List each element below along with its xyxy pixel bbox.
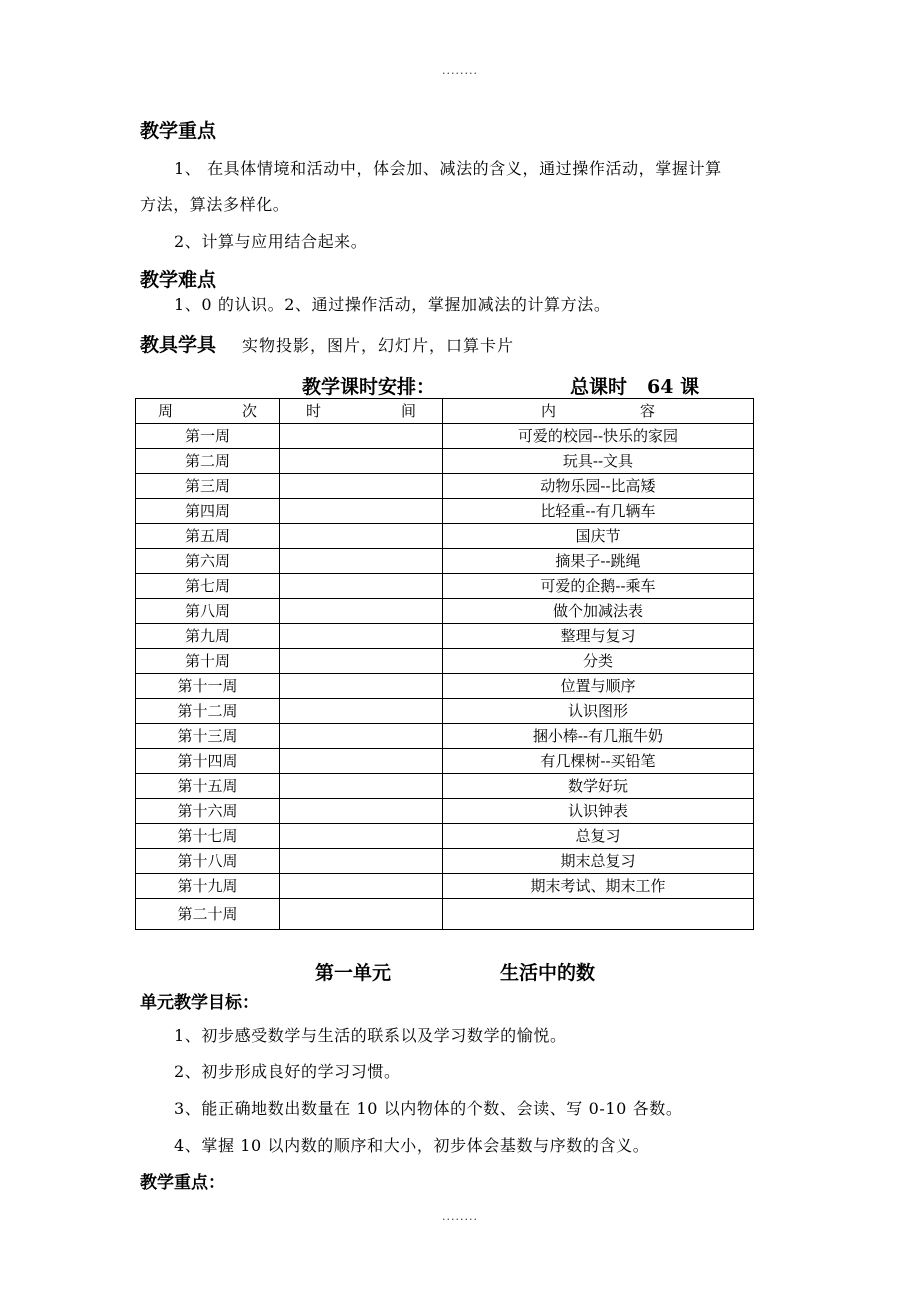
time-cell bbox=[280, 824, 443, 849]
schedule-row bbox=[136, 549, 754, 574]
header-time-char-2: 间 bbox=[400, 402, 416, 420]
time-cell bbox=[280, 599, 443, 624]
total-lessons bbox=[570, 372, 699, 399]
teaching-aids-heading bbox=[140, 330, 514, 357]
week-cell: 第十九周 bbox=[136, 874, 280, 899]
week-cell: 第十八周 bbox=[136, 849, 280, 874]
week-cell: 第九周 bbox=[136, 624, 280, 649]
time-cell bbox=[280, 749, 443, 774]
week-cell: 第七周 bbox=[136, 574, 280, 599]
schedule-row bbox=[136, 499, 754, 524]
teaching-focus-heading: 教学重点 bbox=[140, 120, 217, 142]
content-cell: 期末总复习 bbox=[443, 849, 754, 874]
unit-goal-1: 1、初步感受数学与生活的联系以及学习数学的愉悦。 bbox=[174, 1026, 567, 1045]
week-cell: 第十四周 bbox=[136, 749, 280, 774]
header-time-char-1: 时 bbox=[306, 402, 322, 420]
unit-number: 第一单元 bbox=[315, 962, 392, 984]
schedule-row bbox=[136, 724, 754, 749]
week-cell: 第三周 bbox=[136, 474, 280, 499]
week-cell: 第一周 bbox=[136, 424, 280, 449]
content-cell: 整理与复习 bbox=[443, 624, 754, 649]
time-cell bbox=[280, 849, 443, 874]
teaching-focus-item-1-line-1: 1、 在具体情境和活动中，体会加、减法的含义，通过操作活动，掌握计算 bbox=[174, 159, 722, 178]
total-lessons-label: 总课时 bbox=[570, 376, 628, 398]
teaching-aids-label: 教具学具 bbox=[140, 334, 217, 356]
time-cell bbox=[280, 899, 443, 930]
content-cell: 玩具--文具 bbox=[443, 449, 754, 474]
schedule-row bbox=[136, 774, 754, 799]
schedule-row bbox=[136, 799, 754, 824]
week-cell: 第十五周 bbox=[136, 774, 280, 799]
time-cell bbox=[280, 524, 443, 549]
content-cell: 认识钟表 bbox=[443, 799, 754, 824]
content-cell: 摘果子--跳绳 bbox=[443, 549, 754, 574]
week-cell: 第十六周 bbox=[136, 799, 280, 824]
teaching-focus-item-1-line-2: 方法，算法多样化。 bbox=[140, 195, 290, 214]
unit-goal-4: 4、掌握 10 以内数的顺序和大小，初步体会基数与序数的含义。 bbox=[174, 1136, 650, 1155]
content-cell: 分类 bbox=[443, 649, 754, 674]
week-cell: 第十三周 bbox=[136, 724, 280, 749]
week-cell: 第十二周 bbox=[136, 699, 280, 724]
time-cell bbox=[280, 674, 443, 699]
header-content-char-2: 容 bbox=[639, 402, 655, 420]
unit-goal-3: 3、能正确地数出数量在 10 以内物体的个数、会读、写 0-10 各数。 bbox=[174, 1099, 683, 1118]
content-cell: 捆小棒--有几瓶牛奶 bbox=[443, 724, 754, 749]
header-week bbox=[136, 399, 280, 424]
schedule-table bbox=[135, 398, 754, 930]
week-cell: 第十一周 bbox=[136, 674, 280, 699]
content-cell: 认识图形 bbox=[443, 699, 754, 724]
header-week-char-2: 次 bbox=[241, 402, 257, 420]
content-cell: 国庆节 bbox=[443, 524, 754, 549]
header-dots: ........ bbox=[442, 64, 478, 77]
unit-goal-2: 2、初步形成良好的学习习惯。 bbox=[174, 1062, 401, 1081]
content-cell: 可爱的企鹅--乘车 bbox=[443, 574, 754, 599]
unit-name: 生活中的数 bbox=[500, 962, 596, 984]
header-content bbox=[443, 399, 754, 424]
schedule-row bbox=[136, 824, 754, 849]
content-cell: 期末考试、期末工作 bbox=[443, 874, 754, 899]
week-cell: 第十周 bbox=[136, 649, 280, 674]
header-time bbox=[280, 399, 443, 424]
time-cell bbox=[280, 549, 443, 574]
unit-key-points-heading: 教学重点： bbox=[140, 1173, 225, 1193]
teaching-difficulty-text: 1、0 的认识。2、通过操作活动，掌握加减法的计算方法。 bbox=[174, 295, 611, 314]
content-cell: 动物乐园--比高矮 bbox=[443, 474, 754, 499]
teaching-aids-text: 实物投影，图片，幻灯片，口算卡片 bbox=[242, 336, 515, 355]
schedule-row bbox=[136, 574, 754, 599]
time-cell bbox=[280, 724, 443, 749]
schedule-header-row bbox=[136, 399, 754, 424]
time-cell bbox=[280, 424, 443, 449]
schedule-row bbox=[136, 599, 754, 624]
time-cell bbox=[280, 699, 443, 724]
header-week-char-1: 周 bbox=[158, 402, 174, 420]
week-cell: 第五周 bbox=[136, 524, 280, 549]
schedule-row bbox=[136, 624, 754, 649]
week-cell: 第六周 bbox=[136, 549, 280, 574]
time-cell bbox=[280, 774, 443, 799]
total-lessons-value: 64 课 bbox=[647, 376, 700, 398]
time-cell bbox=[280, 574, 443, 599]
teaching-difficulty-heading: 教学难点 bbox=[140, 269, 217, 291]
week-cell: 第十七周 bbox=[136, 824, 280, 849]
week-cell: 第二周 bbox=[136, 449, 280, 474]
content-cell: 数学好玩 bbox=[443, 774, 754, 799]
schedule-row bbox=[136, 749, 754, 774]
schedule-row bbox=[136, 449, 754, 474]
time-cell bbox=[280, 874, 443, 899]
teaching-focus-item-2: 2、计算与应用结合起来。 bbox=[174, 232, 368, 251]
content-cell: 比轻重--有几辆车 bbox=[443, 499, 754, 524]
schedule-row bbox=[136, 674, 754, 699]
schedule-row bbox=[136, 849, 754, 874]
schedule-row bbox=[136, 424, 754, 449]
content-cell: 有几棵树--买铅笔 bbox=[443, 749, 754, 774]
week-cell: 第四周 bbox=[136, 499, 280, 524]
schedule-row bbox=[136, 699, 754, 724]
schedule-row bbox=[136, 474, 754, 499]
time-cell bbox=[280, 649, 443, 674]
schedule-title-text: 教学课时安排： bbox=[302, 376, 436, 398]
time-cell bbox=[280, 624, 443, 649]
schedule-row bbox=[136, 899, 754, 930]
content-cell bbox=[443, 899, 754, 930]
schedule-row bbox=[136, 874, 754, 899]
content-cell: 位置与顺序 bbox=[443, 674, 754, 699]
content-cell: 做个加减法表 bbox=[443, 599, 754, 624]
footer-dots: ........ bbox=[442, 1210, 478, 1223]
time-cell bbox=[280, 499, 443, 524]
week-cell: 第二十周 bbox=[136, 899, 280, 930]
content-cell: 总复习 bbox=[443, 824, 754, 849]
unit-goals-heading: 单元教学目标： bbox=[140, 993, 259, 1013]
content-cell: 可爱的校园--快乐的家园 bbox=[443, 424, 754, 449]
header-content-char-1: 内 bbox=[541, 402, 557, 420]
schedule-row bbox=[136, 524, 754, 549]
time-cell bbox=[280, 449, 443, 474]
schedule-row bbox=[136, 649, 754, 674]
week-cell: 第八周 bbox=[136, 599, 280, 624]
time-cell bbox=[280, 799, 443, 824]
time-cell bbox=[280, 474, 443, 499]
